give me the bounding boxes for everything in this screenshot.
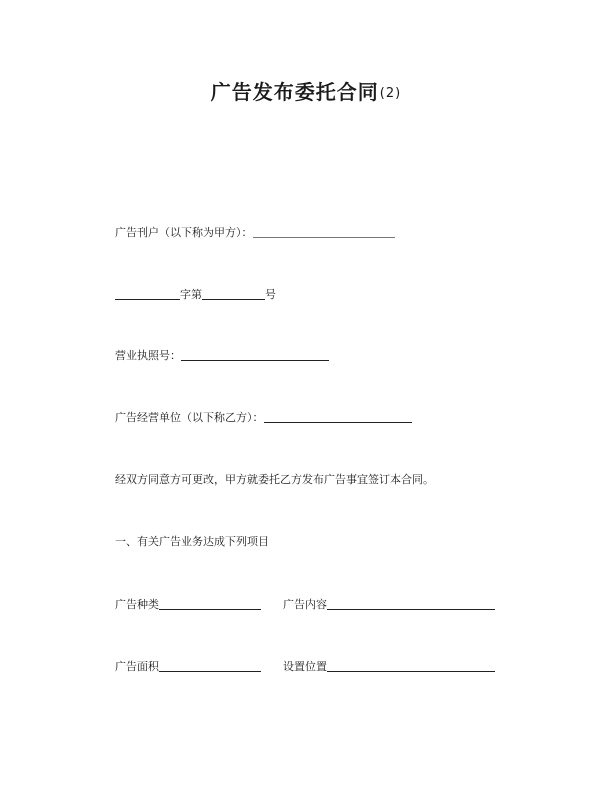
permit-prefix-blank[interactable]: [115, 287, 180, 300]
ad-type-row: [115, 597, 261, 612]
party-b-blank[interactable]: [264, 410, 412, 423]
position-row: [283, 659, 495, 674]
ad-area-label: 广告面积: [115, 660, 159, 673]
party-a-label: 广告刊户（以下称为甲方）：: [115, 226, 253, 239]
permit-row: [115, 287, 276, 302]
title-suffix: (2): [379, 86, 402, 101]
ad-type-label: 广告种类: [115, 598, 159, 611]
business-license-row: [115, 348, 329, 363]
title-text: 广告发布委托合同: [210, 80, 379, 104]
intro-paragraph: 经双方同意方可更改，甲方就委托乙方发布广告事宜签订本合同。: [115, 473, 434, 486]
ad-content-label: 广告内容: [283, 598, 327, 611]
permit-char-label: 字第: [180, 288, 202, 301]
party-b-row: [115, 410, 412, 425]
party-a-blank[interactable]: [253, 225, 395, 238]
business-license-blank[interactable]: [181, 348, 329, 361]
position-label: 设置位置: [283, 660, 327, 673]
section-1-heading: 一、有关广告业务达成下列项目: [115, 535, 269, 548]
ad-area-row: [115, 659, 261, 674]
party-b-label: 广告经营单位（以下称乙方）：: [115, 411, 264, 424]
position-blank[interactable]: [327, 659, 495, 672]
ad-content-blank[interactable]: [327, 597, 495, 610]
permit-number-label: 号: [265, 288, 276, 301]
ad-area-blank[interactable]: [159, 659, 261, 672]
permit-number-blank[interactable]: [202, 287, 265, 300]
party-a-row: [115, 225, 395, 240]
ad-type-blank[interactable]: [159, 597, 261, 610]
ad-content-row: [283, 597, 495, 612]
business-license-label: 营业执照号：: [115, 349, 181, 362]
document-title: [0, 76, 612, 105]
